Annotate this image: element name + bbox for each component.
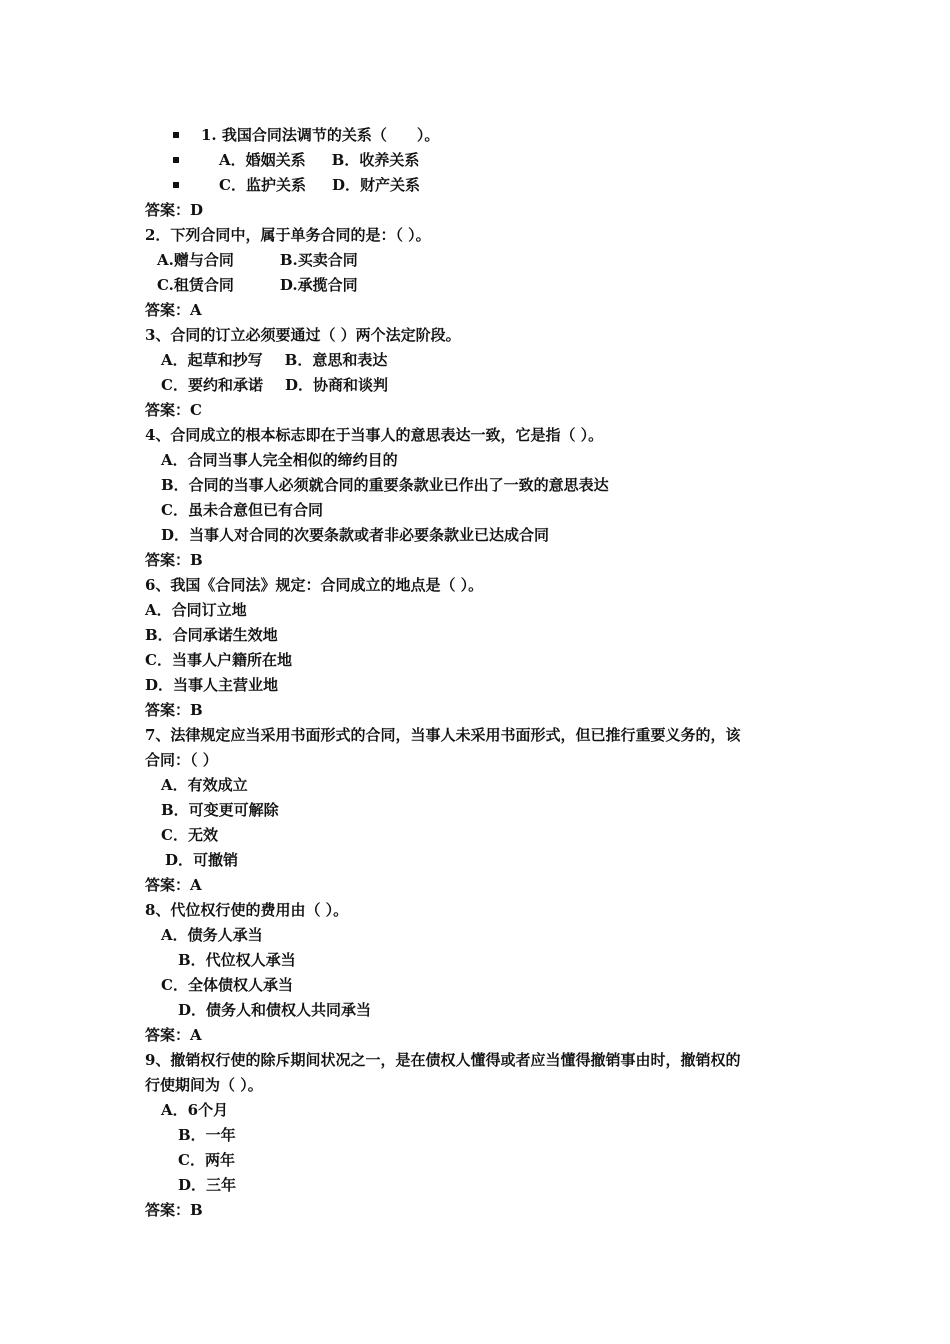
option-a: A．合同订立地 bbox=[145, 601, 247, 619]
answer: 答案：A bbox=[145, 1026, 202, 1044]
square-bullet-icon bbox=[173, 157, 179, 163]
option-a: A．婚姻关系 bbox=[219, 151, 306, 169]
option-c: C．全体债权人承当 bbox=[161, 976, 293, 994]
option-b: B．收养关系 bbox=[331, 151, 420, 169]
question-8: 8、代位权行使的费用由（ ）。 bbox=[145, 901, 349, 919]
option-b: B．可变更可解除 bbox=[161, 801, 279, 819]
option-a: A.赠与合同 bbox=[157, 251, 234, 269]
option-b: B．意思和表达 bbox=[284, 351, 388, 369]
options-row bbox=[145, 273, 815, 298]
question-text: 1. 我国合同法调节的关系（ ）。 bbox=[201, 126, 440, 144]
question-4: 4、合同成立的根本标志即在于当事人的意思表达一致，它是指（ ）。 bbox=[145, 426, 604, 444]
option-d: D．财产关系 bbox=[331, 176, 420, 194]
question-6: 6、我国《合同法》规定：合同成立的地点是（ ）。 bbox=[145, 576, 484, 594]
option-c: C．当事人户籍所在地 bbox=[145, 651, 292, 669]
option-c: C．虽未合意但已有合同 bbox=[161, 501, 323, 519]
question-7: 7、法律规定应当采用书面形式的合同，当事人未采用书面形式，但已推行重要义务的，该 bbox=[145, 726, 741, 744]
square-bullet-icon bbox=[173, 132, 179, 138]
option-a: A．6个月 bbox=[161, 1101, 229, 1119]
option-c: C．两年 bbox=[178, 1151, 235, 1169]
answer: 答案：B bbox=[145, 1201, 203, 1219]
option-d: D．当事人对合同的次要条款或者非必要条款业已达成合同 bbox=[161, 526, 550, 544]
question-7-continued: 合同：（ ） bbox=[145, 751, 218, 769]
question-9: 9、撤销权行使的除斥期间状况之一，是在债权人懂得或者应当懂得撤销事由时，撤销权的 bbox=[145, 1051, 741, 1069]
option-a: A．有效成立 bbox=[161, 776, 248, 794]
option-a: A．起草和抄写 bbox=[161, 351, 263, 369]
question-3: 3、合同的订立必须要通过（ ）两个法定阶段。 bbox=[145, 326, 461, 344]
question-1 bbox=[145, 123, 815, 148]
option-d: D．协商和谈判 bbox=[284, 376, 388, 394]
question-9-continued: 行使期间为（ ）。 bbox=[145, 1076, 263, 1094]
options-row bbox=[145, 248, 815, 273]
option-b: B.买卖合同 bbox=[279, 251, 358, 269]
option-d: D．三年 bbox=[178, 1176, 237, 1194]
options-row bbox=[145, 148, 815, 173]
option-d: D．可撤销 bbox=[165, 851, 239, 869]
option-b: B．合同承诺生效地 bbox=[145, 626, 278, 644]
square-bullet-icon bbox=[173, 182, 179, 188]
answer: 答案：A bbox=[145, 301, 202, 319]
option-a: A．债务人承当 bbox=[161, 926, 263, 944]
question-2: 2．下列合同中，属于单务合同的是：（ ）。 bbox=[145, 226, 431, 244]
option-b: B．合同的当事人必须就合同的重要条款业已作出了一致的意思表达 bbox=[161, 476, 609, 494]
options-row bbox=[145, 173, 815, 198]
option-b: B．代位权人承当 bbox=[178, 951, 296, 969]
option-b: B．一年 bbox=[178, 1126, 236, 1144]
answer: 答案：D bbox=[145, 201, 204, 219]
option-d: D.承揽合同 bbox=[279, 276, 358, 294]
document-page bbox=[145, 123, 815, 1223]
answer: 答案：B bbox=[145, 701, 203, 719]
options-row bbox=[145, 373, 815, 398]
option-a: A．合同当事人完全相似的缔约目的 bbox=[161, 451, 398, 469]
answer: 答案：A bbox=[145, 876, 202, 894]
option-d: D．债务人和债权人共同承当 bbox=[178, 1001, 372, 1019]
option-c: C．要约和承诺 bbox=[161, 376, 263, 394]
answer: 答案：B bbox=[145, 551, 203, 569]
answer: 答案：C bbox=[145, 401, 202, 419]
options-row bbox=[145, 348, 815, 373]
option-c: C．无效 bbox=[161, 826, 218, 844]
option-c: C.租赁合同 bbox=[157, 276, 234, 294]
option-d: D．当事人主营业地 bbox=[145, 676, 279, 694]
option-c: C．监护关系 bbox=[219, 176, 306, 194]
